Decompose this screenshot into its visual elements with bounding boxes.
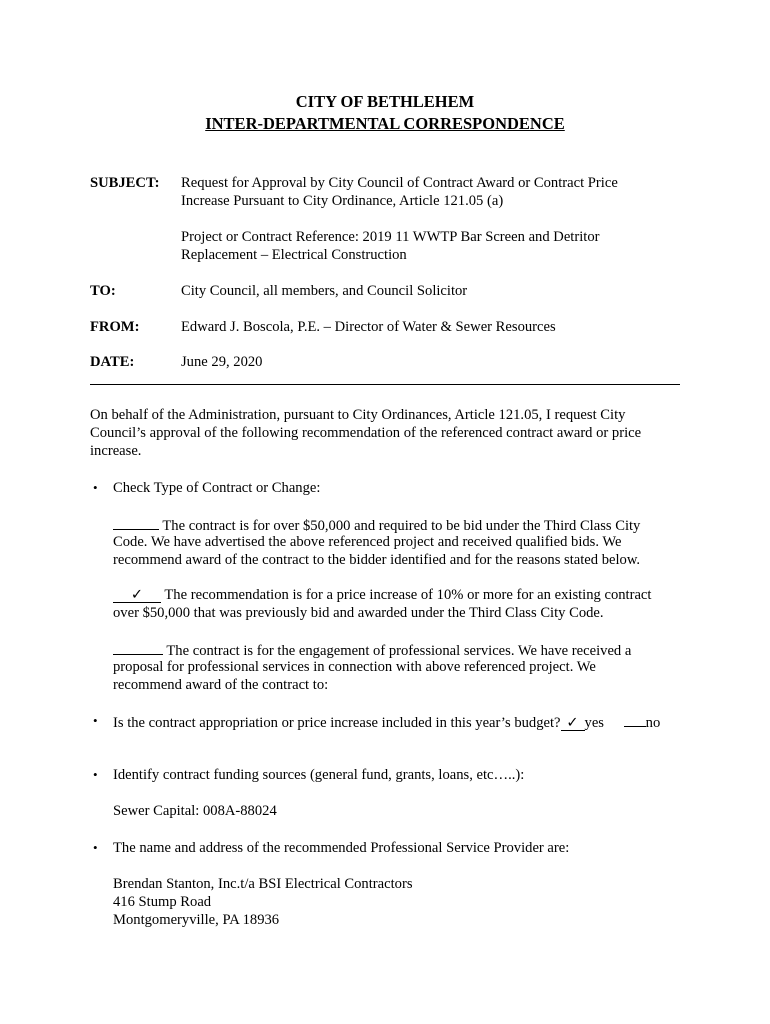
bullet-icon: • — [93, 480, 98, 495]
funding-answer: Sewer Capital: 008A-88024 — [113, 803, 277, 819]
bullet-icon: • — [93, 767, 98, 782]
contract-type-heading: Check Type of Contract or Change: — [113, 480, 321, 496]
contract-option-price-increase — [113, 586, 651, 604]
contract-option-professional-services — [113, 640, 631, 660]
from-value: Edward J. Boscola, P.E. – Director of Water & Sewer Resources — [181, 319, 556, 335]
to-label: TO: — [90, 283, 116, 299]
option-professional-checkbox-blank[interactable] — [113, 640, 163, 655]
check-mark-icon: ✓ — [130, 587, 144, 603]
option-professional-line-1: The contract is for the engagement of professional services. We have received a — [166, 643, 632, 659]
project-reference-line-2: Replacement – Electrical Construction — [181, 247, 407, 263]
check-mark-icon: ✓ — [566, 715, 579, 731]
subject-line-1: Request for Approval by City Council of Contract Award or Contract Price — [181, 175, 618, 191]
option-bid-checkbox-blank[interactable] — [113, 515, 159, 530]
budget-question: Is the contract appropriation or price increase included in this year’s budget? — [113, 715, 561, 731]
date-label: DATE: — [90, 354, 135, 370]
option-price-increase-checkbox-blank[interactable] — [113, 588, 161, 603]
budget-yes-blank[interactable] — [561, 716, 585, 731]
option-bid-line-3: recommend award of the contract to the bidder identified and for the reasons stated below. — [113, 552, 641, 568]
date-value: June 29, 2020 — [181, 354, 263, 370]
project-reference-line-1: Project or Contract Reference: 2019 11 WWTP Bar Screen and Detritor — [181, 229, 600, 245]
budget-no-blank[interactable] — [624, 712, 646, 727]
option-bid-line-2: Code. We have advertised the above referenced project and received qualified bids. We — [113, 534, 622, 550]
header-divider — [90, 384, 680, 385]
option-professional-line-3: recommend award of the contract to: — [113, 677, 329, 693]
provider-street: 416 Stump Road — [113, 894, 212, 910]
from-label: FROM: — [90, 319, 140, 335]
provider-question: The name and address of the recommended Professional Service Provider are: — [113, 840, 570, 856]
option-price-increase-line-1: The recommendation is for a price increase of 10% or more for an existing contract — [164, 587, 652, 603]
intro-line-1: On behalf of the Administration, pursuant to City Ordinances, Article 121.05, I request City — [90, 407, 626, 423]
option-price-increase-line-2: over $50,000 that was previously bid and awarded under the Third Class City Code. — [113, 605, 604, 621]
subject-label: SUBJECT: — [90, 175, 160, 191]
provider-name: Brendan Stanton, Inc.t/a BSI Electrical Contractors — [113, 876, 413, 892]
to-value: City Council, all members, and Council Solicitor — [181, 283, 468, 299]
intro-line-2: Council’s approval of the following recommendation of the referenced contract award or price — [90, 425, 642, 441]
department-title: INTER-DEPARTMENTAL CORRESPONDENCE — [205, 114, 565, 133]
budget-yes-label: yes — [584, 715, 604, 731]
contract-option-bid — [113, 515, 640, 535]
option-bid-line-1: The contract is for over $50,000 and required to be bid under the Third Class City — [162, 518, 641, 534]
budget-no-label: no — [645, 715, 661, 731]
option-professional-line-2: proposal for professional services in connection with above referenced project. We — [113, 659, 596, 675]
bullet-icon: • — [93, 713, 98, 728]
provider-city: Montgomeryville, PA 18936 — [113, 912, 280, 928]
intro-line-3: increase. — [90, 443, 142, 459]
bullet-icon: • — [93, 840, 98, 855]
funding-question: Identify contract funding sources (general fund, grants, loans, etc…..): — [113, 767, 525, 783]
budget-question-row — [113, 712, 660, 732]
city-title: CITY OF BETHLEHEM — [295, 92, 475, 111]
subject-line-2: Increase Pursuant to City Ordinance, Article 121.05 (a) — [181, 193, 504, 209]
